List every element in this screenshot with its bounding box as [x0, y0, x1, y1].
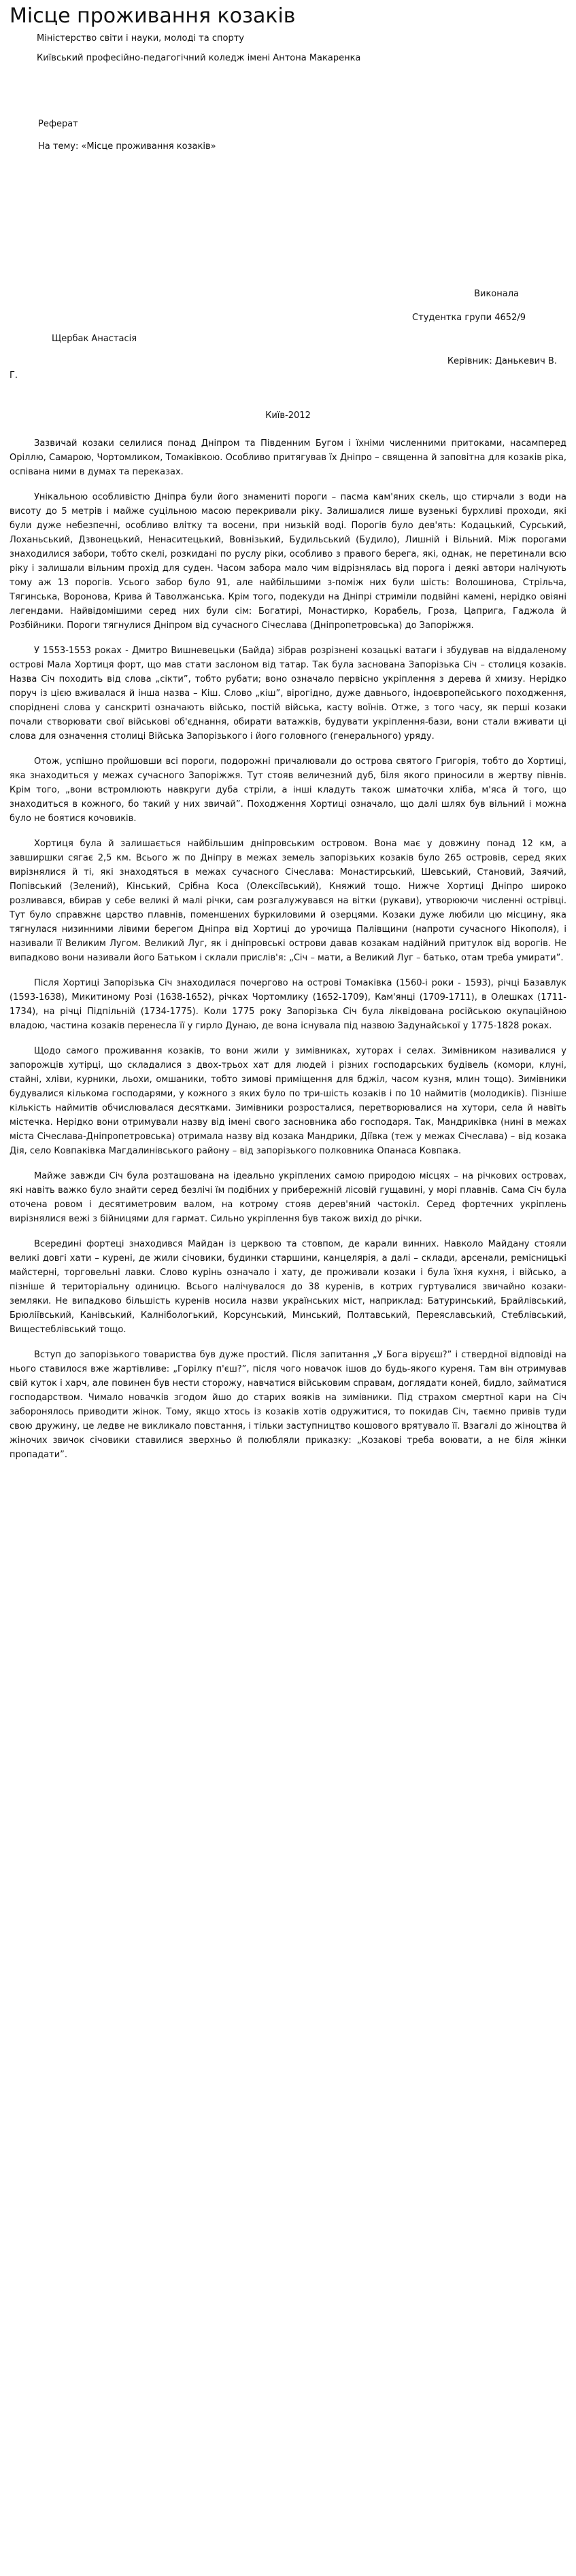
paragraph: У 1553-1553 роках - Дмитро Вишневецьки (Байда) зібрав розрізнені козацькі ватаги і збудував на віддаленому острові Мала Хортиця форт, що мав стати заслоном від татар. Так була заснована Запорізька Січ – столиця козаків. Назва Січ походить від слова „сікти”, тобто рубати; воно означало первісно укріплення з дерева й хмизу. Нерідко поруч із цією вживалася й інша назва – Кіш. Слово „кіш”, вірогідно, дуже давнього, індоєвропейського походження, споріднені слова у санскриті означають військо, постій війська, касту воїнів. Отже, з того часу, як перші козаки почали створювати свої військові об'єднання, обирати ватажків, будувати укріплення-бази, вони стали вживати ці слова для означення столиці Війська Запорізького і його головного (генерального) уряду. — [10, 646, 566, 742]
city-year: Київ-2012 — [265, 411, 311, 421]
paragraph: Отож, успішно пройшовши всі пороги, подорожні причалювали до острова святого Григорія, тобто до Хортиці, яка знаходиться у межах сучасного Запоріжжя. Тут стояв величезний дуб, біля якого приносили в жертву півнів. Крім того, „вони встромлюють навкруги дуба стріли, а інші кладуть також шматочки хліба, м'яса й того, що знаходиться в кожного, бо такий у них звичай”. Походження Хортиці означало, що далі шлях був вільний і можна було не боятися кочовиків. — [10, 756, 566, 824]
paragraph: Щодо самого проживання козаків, то вони жили у зимівниках, хуторах і селах. Зимівником називалися у запорожців хутірці, що складалися з двох-трьох хат для людей і різних господарських будівель (комори, клуні, стайні, хліви, курники, льохи, омшаники, тобто зимові приміщення для бджіл, часом кузня, млин тощо). Зимівники будувалися кількома господарями, у кожного з яких було по три-шість козаків і по 10 наймитів (молодиків). Пізніше кількість наймитів обчислювалася десятками. Зимівники розросталися, перетворювалися на хутори, села й навіть містечка. Нерідко вони отримували назву від імені свого засновника або господаря. Так, Мандриківка (нині в межах міста Січеслава-Дніпропетровська) отримала назву від козака Мандрики, Дiївка (теж у межах Січеслава) – від козака Дія, село Ковпаківка Магдалинівського району – від запорізького полковника Опанаса Ковпака. — [10, 1046, 566, 1156]
body-text — [10, 436, 566, 1462]
paragraph: Всередині фортеці знаходився Майдан із церквою та стовпом, де карали винних. Навколо Майдану стояли великі довгі хати – курені, де жили січовики, будинки старшини, канцелярія, а далі – склади, арсенали, ремісницькі майстерні, торговельні лавки. Слово курінь означало і хату, де проживали козаки і була їхня кухня, і військо, а пізніше й територіальну одиницю. Всього налічувалося до 38 куренів, в котрих гуртувалися звичайно козаки-земляки. Не випадково більшість куренів носила назви українських міст, наприклад: Батуринський, Брайлівський, Брюліївський, Канівський, Калнібологький, Корсунський, Минський, Полтавський, Переяславський, Стеблівський, Вищестеблівський тощо. — [10, 1239, 566, 1335]
topic-line: На тему: «Місце проживання козаків» — [38, 141, 216, 152]
ministry-line: Міністерство світи і науки, молоді та спорту — [37, 33, 244, 43]
author-name: Щербак Анастасія — [52, 334, 137, 344]
paragraph: Зазвичай козаки селилися понад Дніпром та Південним Бугом і їхніми численними притоками, насамперед Оріллю, Самарою, Чортомликом, Томаківкою. Особливо притягував їх Дніпро – священна й заповітна для козаків ріка, оспівана ними в думах та переказах. — [10, 438, 566, 477]
supervisor-initial: Г. — [10, 370, 18, 381]
college-line: Київський професійно-педагогічний коледж імені Антона Макаренка — [37, 53, 361, 63]
paragraph: Після Хортиці Запорізька Січ знаходилася почергово на острові Томаківка (1560-і роки - 1593), річці Базавлук (1593-1638), Микитиному Розі (1638-1652), річках Чортомлику (1652-1709), Кам'янці (1709-1711), в Олешках (1711-1734), на річці Підпільній (1734-1775). Коли 1775 року Запорізька Січ була ліквідована російською окупаційною владою, частина козаків перенесла її у гирло Дунаю, де вона існувала під назвою Задунайської у 1775-1828 роках. — [10, 978, 566, 1031]
paragraph: Унікальною особливістю Дніпра були його знамениті пороги – пасма кам'яних скель, що стирчали з води на висоту до 5 метрів і майже суцільною масою перекривали ріку. Залишалися лише вузенькі бурхливі проходи, які були дуже небезпечні, особливо влітку та восени, при низькій воді. Порогів було дев'ять: Кодацький, Сурський, Лоханьський, Дзвонецький, Ненаситецький, Вовнізький, Будильський (Будило), Лишній і Вільний. Між порогами знаходилися забори, тобто скелі, розкидані по руслу ріки, особливо з правого берега, які, однак, не перетинали всю ріку і залишали вільним прохід для суден. Часом забора мало чим відрізнялась від порога і деякі автори налічують тому аж 13 порогів. Усього забор було 91, але найбільшими з-поміж них були шість: Волошинова, Стрільча, Тягинська, Воронова, Крива й Таволжанська. Крім того, подекуди на Дніпрі стриміли подвійні камені, нерідко овіяні легендами. Найвідомішими серед них були сім: Богатирі, Монастирко, Корабель, Гроза, Цаприга, Гаджола й Розбійники. Пороги тягнулися Дніпром від сучасного Січеслава (Дніпропетровська) до Запоріжжя. — [10, 492, 566, 631]
paragraph: Вступ до запорізького товариства був дуже простий. Після запитання „У Бога віруєш?” і ствердної відповіді на нього ставилося вже жартівливе: „Горілку п'єш?”, після чого новачок ішов до будь-якого куреня. Там він отримував свій куток і харч, але повинен був нести сторожу, навчатися військовим справам, доглядати коней, бидло, займатися господарством. Чимало новачків згодом йшо до старих вояків на зимівники. Під страхом смертної кари на Січ заборонялось приводити жінок. Тому, якщо хтось із козаків хотів одружитися, то покидав Січ, таємно привів туди свою дружину, це ледве не викликало повстання, і тільки заступництво кошового врятувало її. Взагалі до жіноцтва й жіночих звичок січовики ставилися зверхньо й полюбляли приказку: „Козакові треба воювати, а не біля жінки пропадати”. — [10, 1350, 566, 1460]
document — [0, 4, 576, 1462]
paragraph: Майже завжди Січ була розташована на ідеально укріплених самою природою місцях – на річкових островах, які навіть важко було знайти серед безлічі їм подібних у прибережній лісовій гущавині, у морі плавнів. Сама Січ була оточена ровом і десятиметровим валом, на котрому стояв дерев'яний частокіл. Серед фортечних укріплень вирізнялися вежі з бійницями для гармат. Сильно укріплення був також вихід до річки. — [10, 1171, 566, 1224]
supervisor-line: Керівник: Данькевич В. — [447, 356, 557, 366]
referat-label: Реферат — [38, 119, 78, 129]
document-title: Місце проживання козаків — [10, 4, 296, 28]
paragraph: Хортиця була й залишається найбільшим дніпровським островом. Вона має у довжину понад 12 км, а завширшки сягає 2,5 км. Всього ж по Дніпру в межах земель запорізьких козаків було 265 островів, серед яких вирізнялися й ті, які знаходяться в межах сучасного Січеслава: Монастирський, Шевський, Становий, Заячий, Попівський (Зелений), Кінський, Срібна Коса (Олексіївський), Княжий тощо. Нижче Хортиці Дніпро широко розливався, вбирав у себе великі й малі річки, сам розгалужувався на вітки (рукави), утворюючи численні острівці. Тут було справжнє царство плавнів, поменшених буркиловими й озерцями. Козаки дуже любили цю місцину, яка тягнулася низинними лівими берегом Дніпра від Хортиці до урочища Палівщини (напроти сучасного Нікополя), і називали її Великим Лугом. Великий Луг, як і дніпровські острови давав козакам надійний притулок від ворогів. Не випадково вони називали його Батьком і склали прислів'я: „Січ – мати, а Великий Луг – батько, отам треба умирати”. — [10, 839, 566, 963]
student-group: Студентка групи 4652/9 — [412, 313, 526, 323]
performed-label: Виконала — [474, 289, 519, 299]
